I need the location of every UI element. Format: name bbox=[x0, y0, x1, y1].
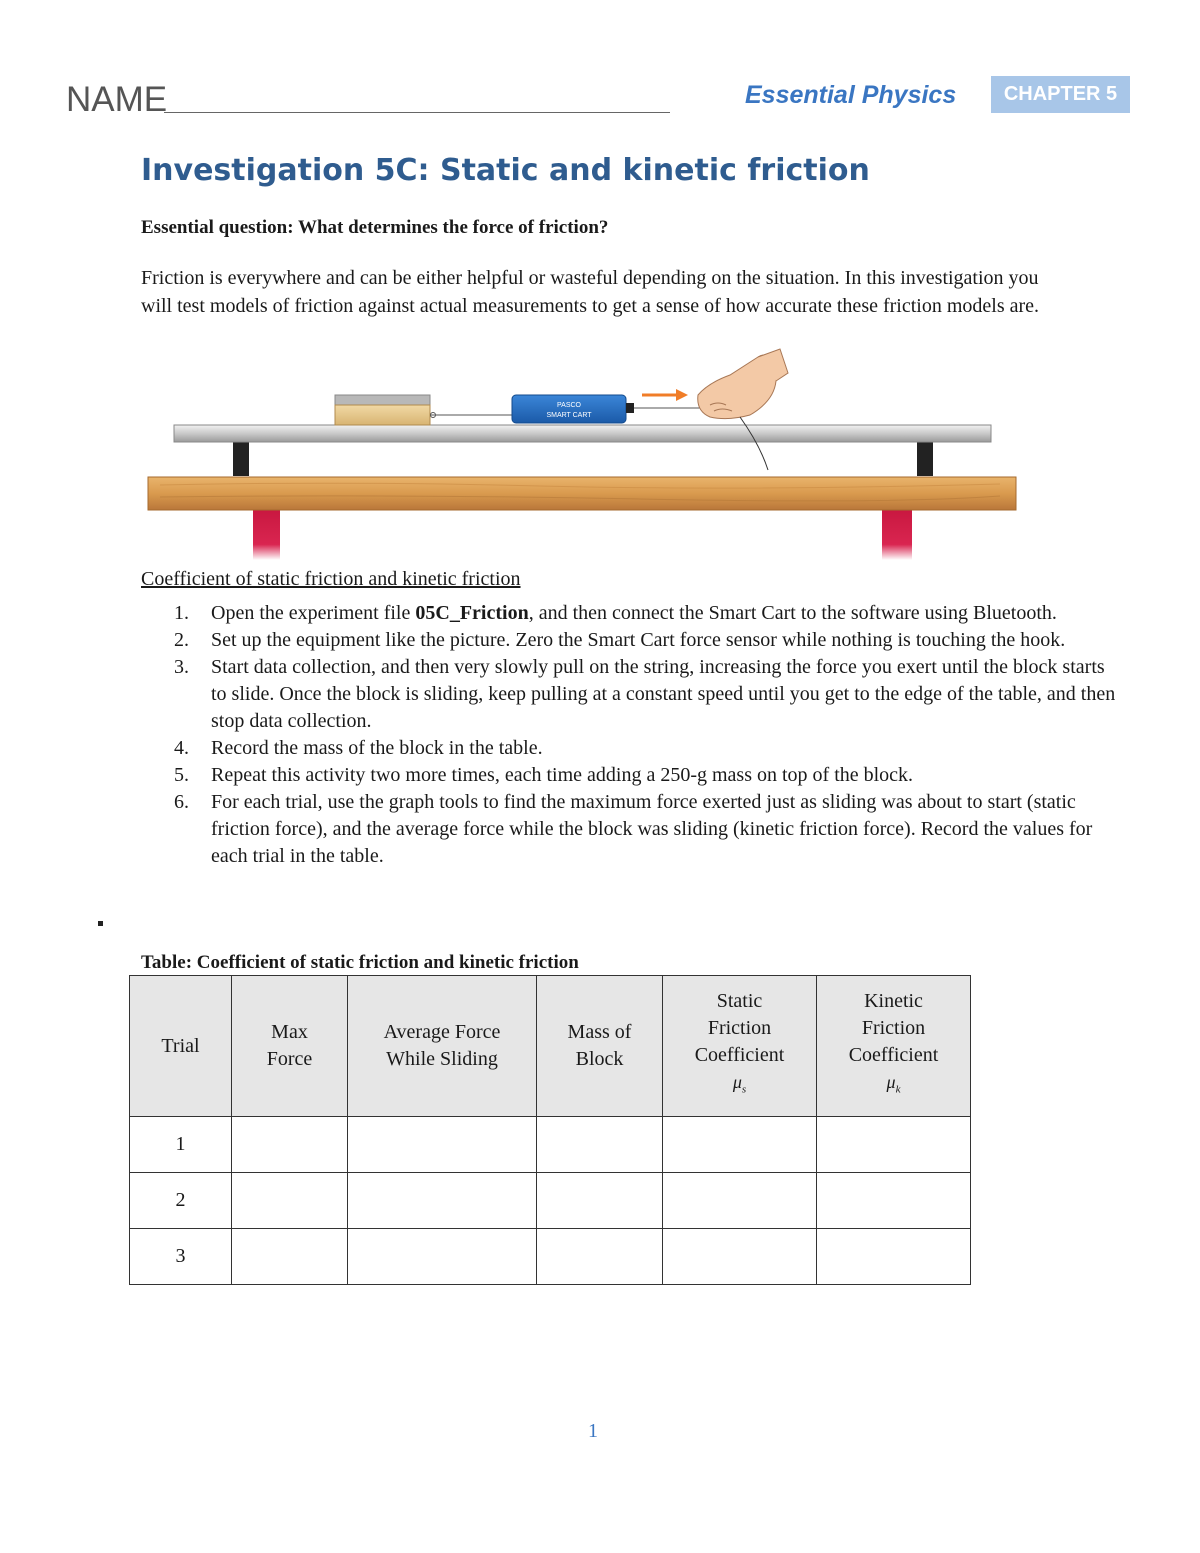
header-average-force: Average Force While Sliding bbox=[348, 976, 537, 1117]
friction-block bbox=[335, 405, 430, 425]
header-max-force: Max Force bbox=[232, 976, 348, 1117]
header-kinetic-coefficient: Kinetic Friction Coefficient $\mu_k$ bbox=[817, 976, 971, 1117]
mu-k-symbol: $\mu_k$ bbox=[886, 1072, 901, 1096]
static-coefficient-cell[interactable] bbox=[663, 1173, 817, 1229]
kinetic-coefficient-cell[interactable] bbox=[817, 1173, 971, 1229]
experiment-file-name: 05C_Friction bbox=[415, 602, 529, 624]
chapter-badge: CHAPTER 5 bbox=[991, 76, 1130, 113]
average-force-cell[interactable] bbox=[348, 1117, 537, 1173]
list-item: 3. Start data collection, and then very slowly pull on the string, increasing the force you exert until the block starts to slide. Once the block is sliding, keep pulling at a constant speed until you get to the edge of the table, and then stop data collection. bbox=[174, 656, 1116, 732]
block-top bbox=[335, 395, 430, 405]
list-item: 6. For each trial, use the graph tools to find the maximum force exerted just as sliding was about to start (static friction force), and the average force while the block was sliding (kinetic friction force). Record the values for each trial in the table. bbox=[174, 791, 1093, 867]
list-item: 2. Set up the equipment like the picture. Zero the Smart Cart force sensor while nothing is touching the hook. bbox=[174, 629, 1066, 651]
experiment-figure bbox=[140, 345, 1030, 560]
mass-cell[interactable] bbox=[537, 1117, 663, 1173]
essential-question: Essential question: What determines the force of friction? bbox=[141, 217, 609, 238]
table-leg-left bbox=[253, 508, 280, 560]
header-trial: Trial bbox=[130, 976, 232, 1117]
section-heading: Coefficient of static friction and kinetic friction bbox=[141, 568, 521, 590]
kinetic-coefficient-cell[interactable] bbox=[817, 1117, 971, 1173]
bullet-dot bbox=[98, 921, 103, 926]
procedure-list bbox=[141, 600, 1116, 870]
page-title: Investigation 5C: Static and kinetic friction bbox=[141, 153, 870, 188]
table-row bbox=[130, 1173, 971, 1229]
cart-label-2: SMART CART bbox=[546, 412, 592, 419]
trial-cell: 2 bbox=[130, 1173, 232, 1229]
name-line[interactable] bbox=[164, 112, 670, 113]
table-header-row bbox=[130, 976, 971, 1117]
name-label: NAME bbox=[66, 80, 168, 119]
table-leg-right bbox=[882, 508, 912, 560]
list-item: 5. Repeat this activity two more times, each time adding a 250-g mass on top of the block. bbox=[174, 764, 914, 786]
max-force-cell[interactable] bbox=[232, 1173, 348, 1229]
static-coefficient-cell[interactable] bbox=[663, 1117, 817, 1173]
header-static-coefficient: Static Friction Coefficient $\mu_s$ bbox=[663, 976, 817, 1117]
cart-label-1: PASCO bbox=[557, 402, 581, 409]
average-force-cell[interactable] bbox=[348, 1173, 537, 1229]
max-force-cell[interactable] bbox=[232, 1117, 348, 1173]
brand-logo: Essential Physics bbox=[745, 81, 957, 109]
kinetic-coefficient-cell[interactable] bbox=[817, 1229, 971, 1285]
header-mass: Mass of Block bbox=[537, 976, 663, 1117]
list-item: 4. Record the mass of the block in the table. bbox=[174, 737, 543, 759]
mass-cell[interactable] bbox=[537, 1173, 663, 1229]
track-foot-left bbox=[233, 442, 249, 476]
list-item: 1. Open the experiment file 05C_Friction, and then connect the Smart Cart to the software using Bluetooth. bbox=[174, 602, 1057, 624]
track bbox=[174, 425, 991, 442]
intro-paragraph: Friction is everywhere and can be either helpful or wasteful depending on the situation. In this investigation you will test models of friction against actual measurements to get a sense of how accurate these friction models are. bbox=[141, 267, 1040, 317]
table-row bbox=[130, 1229, 971, 1285]
static-coefficient-cell[interactable] bbox=[663, 1229, 817, 1285]
page-number: 1 bbox=[588, 1420, 598, 1442]
max-force-cell[interactable] bbox=[232, 1229, 348, 1285]
track-foot-right bbox=[917, 442, 933, 476]
wood-table bbox=[148, 477, 1016, 510]
average-force-cell[interactable] bbox=[348, 1229, 537, 1285]
trial-cell: 3 bbox=[130, 1229, 232, 1285]
trial-cell: 1 bbox=[130, 1117, 232, 1173]
table-row bbox=[130, 1117, 971, 1173]
mass-cell[interactable] bbox=[537, 1229, 663, 1285]
mu-s-symbol: $\mu_s$ bbox=[732, 1072, 747, 1096]
data-table bbox=[129, 975, 971, 1285]
table-caption: Table: Coefficient of static friction and kinetic friction bbox=[141, 952, 579, 973]
